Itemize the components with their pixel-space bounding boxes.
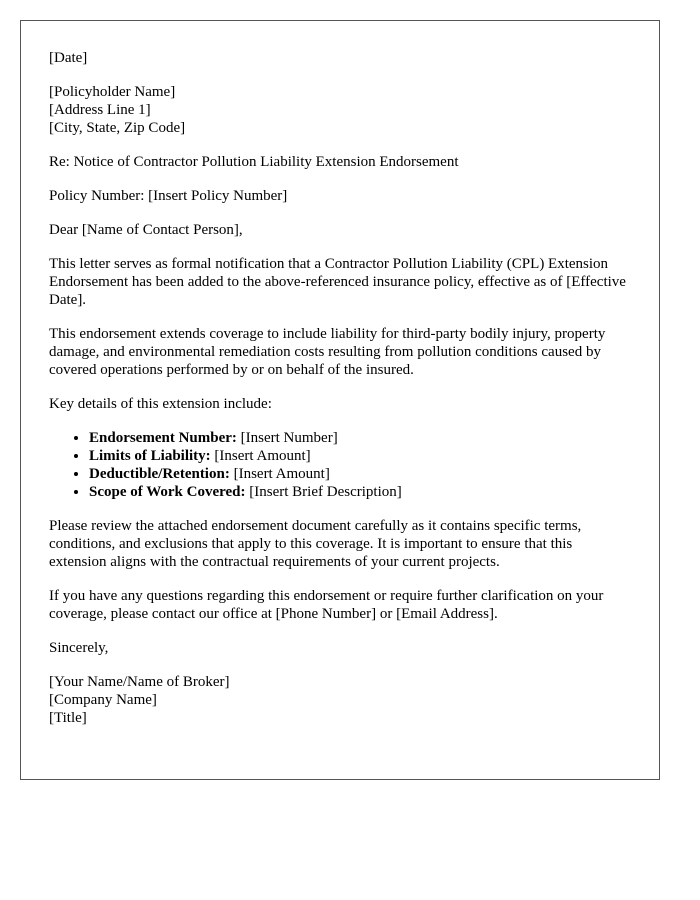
detail-value: [Insert Number] [236,430,338,446]
policy-number: Policy Number: [Insert Policy Number] [49,188,288,204]
detail-value: [Insert Amount] [210,448,311,464]
list-item [89,429,631,447]
list-item [89,447,631,465]
detail-label: Scope of Work Covered: [89,484,246,500]
salutation: Dear [Name of Contact Person], [49,222,243,238]
detail-value: [Insert Amount] [229,466,330,482]
detail-label: Deductible/Retention: [89,466,230,482]
recipient-address-block [49,83,631,137]
paragraph-notification: This letter serves as formal notification that a Contractor Pollution Liability (CPL) Extension Endorsement has been added to the above-referenced insurance policy, effective as of [Effective Date]. [49,256,626,308]
paragraph-contact: If you have any questions regarding this endorsement or require further clarification on your coverage, please contact our office at [Phone Number] or [Email Address]. [49,588,604,622]
letter-document [20,20,660,780]
paragraph-review: Please review the attached endorsement document carefully as it contains specific terms, conditions, and exclusions that apply to this coverage. It is important to ensure that this extension aligns with the contractual requirements of your current projects. [49,518,582,570]
recipient-city-state-zip: [City, State, Zip Code] [49,120,186,136]
letter-subject: Re: Notice of Contractor Pollution Liability Extension Endorsement [49,154,459,170]
letter-date: [Date] [49,50,88,66]
key-details-list [49,429,631,501]
paragraph-coverage: This endorsement extends coverage to include liability for third-party bodily injury, property damage, and environmental remediation costs resulting from pollution conditions caused by covered operations performed by or on behalf of the insured. [49,326,606,378]
recipient-name: [Policyholder Name] [49,84,176,100]
detail-value: [Insert Brief Description] [245,484,402,500]
detail-label: Limits of Liability: [89,448,211,464]
list-item [89,465,631,483]
closing: Sincerely, [49,640,109,656]
list-item [89,483,631,501]
detail-label: Endorsement Number: [89,430,237,446]
signature-block [49,673,631,727]
signature-name: [Your Name/Name of Broker] [49,674,230,690]
signature-company: [Company Name] [49,692,157,708]
key-details-intro: Key details of this extension include: [49,396,272,412]
recipient-address-line-1: [Address Line 1] [49,102,151,118]
signature-title: [Title] [49,710,87,726]
